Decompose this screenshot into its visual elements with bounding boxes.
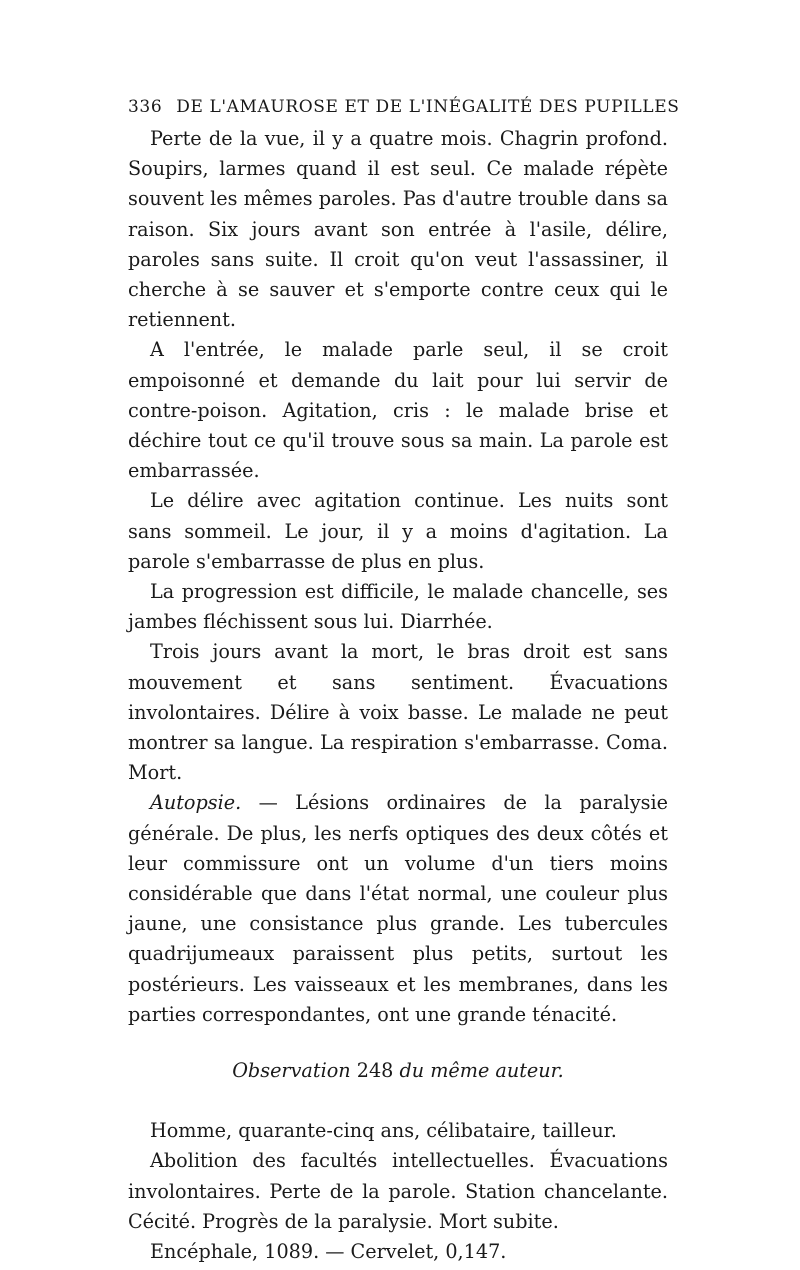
- paragraph-final-days: Trois jours avant la mort, le bras droit est sans mouvement et sans sentiment. Évacuations involontaires. Délire à voix basse. Le malade ne peut montrer sa langue. La respiration s'embarrasse. Coma. Mort.: [128, 640, 668, 785]
- paragraph-autopsy: [128, 788, 668, 1030]
- paragraph-gait: La progression est difficile, le malade chancelle, ses jambes fléchissent sous lui. Diarrhée.: [128, 580, 668, 634]
- observation-heading-suffix: du même auteur.: [393, 1059, 564, 1083]
- observation-heading: [128, 1056, 668, 1086]
- page-number: 336: [128, 97, 163, 117]
- observation-number: 248: [356, 1059, 394, 1083]
- observation-heading-prefix: Observation: [232, 1059, 357, 1083]
- running-title: DE L'AMAUROSE ET DE L'INÉGALITÉ DES PUPILLES: [176, 97, 680, 117]
- autopsy-label: Autopsie.: [150, 791, 242, 815]
- paragraph-delirium: Le délire avec agitation continue. Les nuits sont sans sommeil. Le jour, il y a moins d'agitation. La parole s'embarrasse de plus en plus.: [128, 489, 668, 573]
- observation-weights: Encéphale, 1089. — Cervelet, 0,147.: [150, 1239, 507, 1263]
- page-body: [128, 124, 668, 1267]
- autopsy-text: — Lésions ordinaires de la paralysie générale. De plus, les nerfs optiques des deux côtés et leur commissure ont un volume d'un tiers moins considérable que dans l'état normal, une couleur plus jaune, une consistance plus grande. Les tubercules quadrijumeaux paraissent plus petits, surtout les postérieurs. Les vaisseaux et les membranes, dans les parties correspondantes, ont une grande ténacité.: [128, 791, 668, 1026]
- paragraph-admission: A l'entrée, le malade parle seul, il se croit empoisonné et demande du lait pour lui servir de contre-poison. Agitation, cris : le malade brise et déchire tout ce qu'il trouve sous sa main. La parole est embarrassée.: [128, 338, 668, 483]
- paragraph-symptoms: Perte de la vue, il y a quatre mois. Chagrin profond. Soupirs, larmes quand il est seul. Ce malade répète souvent les mêmes paroles. Pas d'autre trouble dans sa raison. Six jours avant son entrée à l'asile, délire, paroles sans suite. Il croit qu'on veut l'assassiner, il cherche à se sauver et s'emporte contre ceux qui le retiennent.: [128, 127, 668, 332]
- book-page: [128, 96, 680, 1267]
- running-head: [128, 96, 680, 120]
- observation-patient: Homme, quarante-cinq ans, célibataire, tailleur.: [150, 1119, 617, 1143]
- observation-symptoms: Abolition des facultés intellectuelles. Évacuations involontaires. Perte de la parole. Station chancelante. Cécité. Progrès de la paralysie. Mort subite.: [128, 1149, 668, 1233]
